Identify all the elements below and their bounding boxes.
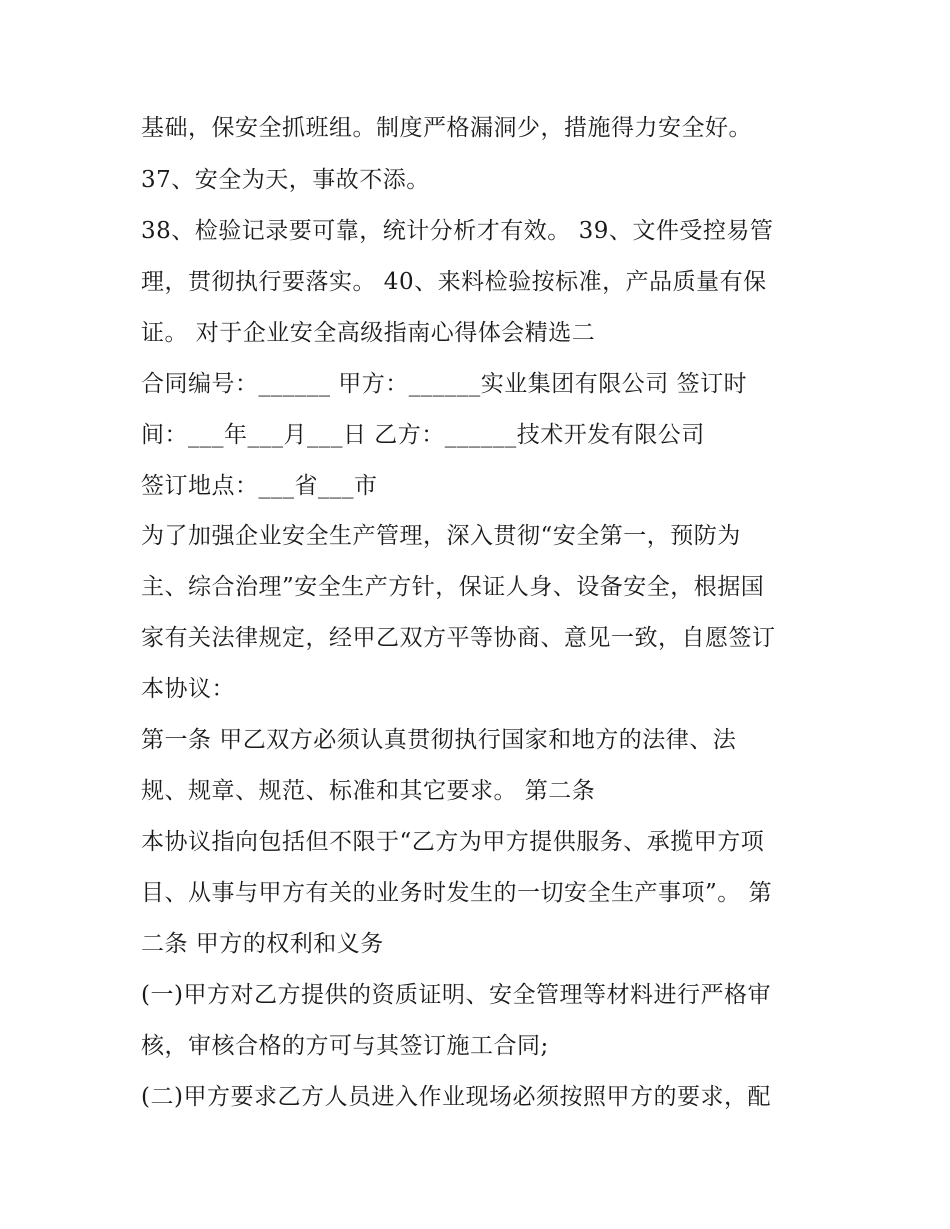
text-line: 为了加强企业安全生产管理，深入贯彻“安全第一，预防为 [141, 523, 741, 549]
text-line: 家有关法律规定，经甲乙双方平等协商、意见一致，自愿签订 [141, 625, 776, 651]
text-line: 主、综合治理”安全生产方针，保证人身、设备安全，根据国 [141, 574, 765, 600]
text-line: 37、安全为天，事故不添。 [141, 167, 430, 193]
text-line: 规、规章、规范、标准和其它要求。 第二条 [141, 778, 596, 804]
text-line: 签订地点：___省___市 [141, 473, 378, 499]
text-line: (一)甲方对乙方提供的资质证明、安全管理等材料进行严格审 [141, 982, 771, 1008]
text-line: 38、检验记录要可靠，统计分析才有效。 39、文件受控易管 [141, 218, 774, 244]
text-line: 核，审核合格的方可与其签订施工合同; [141, 1033, 549, 1059]
text-line: 理，贯彻执行要落实。 40、来料检验按标准，产品质量有保 [141, 269, 767, 295]
text-line: 第一条 甲乙双方必须认真贯彻执行国家和地方的法律、法 [141, 727, 737, 753]
text-line: 二条 甲方的权利和义务 [141, 931, 384, 957]
text-line: 本协议： [141, 676, 235, 702]
text-line: 证。 对于企业安全高级指南心得体会精选二 [141, 320, 596, 346]
text-line: 合同编号：______ 甲方：______实业集团有限公司 签订时 [141, 371, 748, 397]
text-line: (二)甲方要求乙方人员进入作业现场必须按照甲方的要求，配 [141, 1084, 771, 1110]
text-line: 本协议指向包括但不限于“乙方为甲方提供服务、承揽甲方项 [141, 829, 765, 855]
text-line: 基础，保安全抓班组。制度严格漏洞少，措施得力安全好。 [141, 115, 752, 141]
text-line: 目、从事与甲方有关的业务时发生的一切安全生产事项”。 第 [141, 880, 773, 906]
text-line: 间：___年___月___日 乙方：______技术开发有限公司 [141, 422, 705, 448]
